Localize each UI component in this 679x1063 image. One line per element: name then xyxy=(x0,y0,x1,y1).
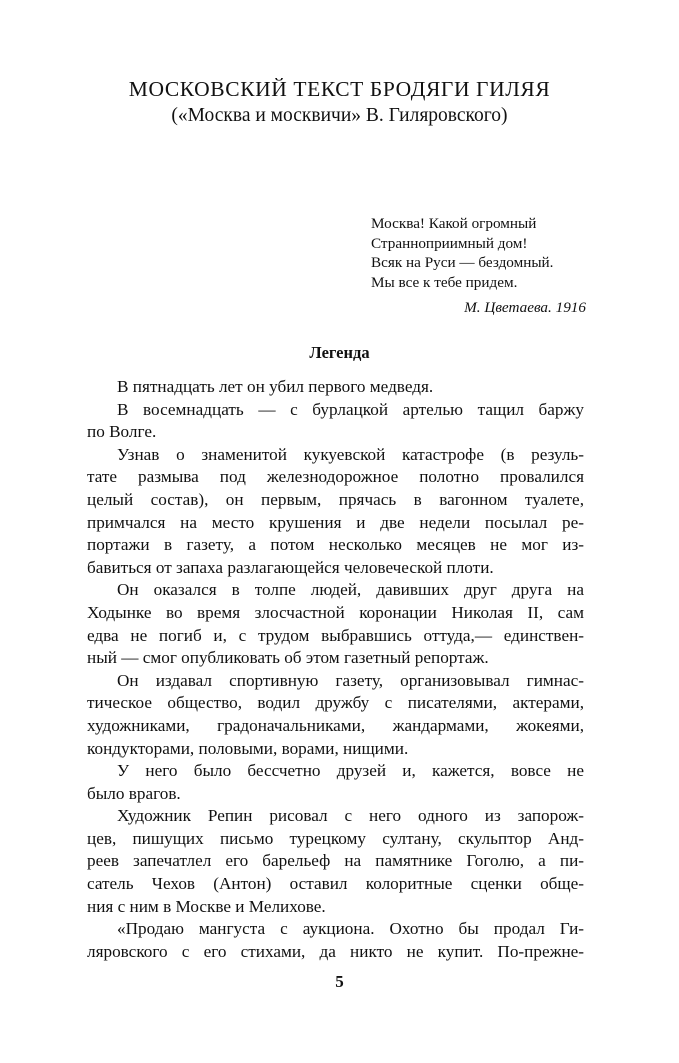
text-line: ния с ним в Москве и Мелихове. xyxy=(87,896,326,916)
text-line: Он оказался в толпе людей, давивших друг друга на xyxy=(117,580,584,600)
text-line: «Продаю мангуста с аукциона. Охотно бы продал Ги- xyxy=(117,919,584,939)
text-line: было врагов. xyxy=(87,783,181,803)
epigraph-attribution: М. Цветаева. 1916 xyxy=(464,299,586,317)
section-heading: Легенда xyxy=(309,343,370,362)
text-line: едва не погиб и, с трудом выбравшись оттуда,— единствен- xyxy=(87,625,584,645)
paragraph xyxy=(87,444,584,580)
text-line: Ходынке во время злосчастной коронации Николая II, сам xyxy=(87,602,584,622)
epigraph-line: Всяк на Руси — бездомный. xyxy=(371,254,554,272)
text-line: портажи в газету, а потом несколько месяцев не мог из- xyxy=(87,535,584,555)
text-line: целый состав), он первым, прячась в вагонном туалете, xyxy=(87,489,584,509)
page-number: 5 xyxy=(335,972,344,991)
epigraph xyxy=(371,214,586,318)
paragraph xyxy=(87,399,584,444)
epigraph-line: Мы все к тебе придем. xyxy=(371,273,518,291)
text-line: У него было бессчетно друзей и, кажется, вовсе не xyxy=(117,761,584,781)
text-line: В восемнадцать — с бурлацкой артелью тащил баржу xyxy=(117,399,584,419)
text-line: сатель Чехов (Антон) оставил колоритные сценки обще- xyxy=(87,874,584,894)
text-line: Узнав о знаменитой кукуевской катастрофе (в резуль- xyxy=(117,444,584,464)
text-line: по Волге. xyxy=(87,422,157,442)
paragraph xyxy=(87,918,584,963)
text-line: В пятнадцать лет он убил первого медведя. xyxy=(117,377,434,396)
epigraph-line: Москва! Какой огромный xyxy=(371,215,537,232)
paragraph xyxy=(87,760,584,805)
text-line: ный — смог опубликовать об этом газетный репортаж. xyxy=(87,648,489,668)
text-line: тате размыва под железнодорожное полотно провалился xyxy=(87,467,584,487)
paragraph xyxy=(87,805,584,918)
chapter-subtitle: («Москва и москвичи» В. Гиляровского) xyxy=(171,105,508,126)
epigraph-line: Странноприимный дом! xyxy=(371,234,528,252)
text-line: кондукторами, половыми, ворами, нищими. xyxy=(87,738,409,758)
chapter-title: МОСКОВСКИЙ ТЕКСТ БРОДЯГИ ГИЛЯЯ xyxy=(128,77,551,101)
paragraph xyxy=(87,670,584,760)
text-line: Он издавал спортивную газету, организовывал гимнас- xyxy=(117,670,584,690)
text-line: ляровского с его стихами, да никто не купит. По-прежне- xyxy=(87,941,584,961)
paragraph xyxy=(87,579,584,669)
body-text xyxy=(87,376,584,963)
text-line: примчался на место крушения и две недели посылал ре- xyxy=(87,512,584,532)
text-line: реев запечатлел его барельеф на памятнике Гоголю, а пи- xyxy=(87,851,584,871)
text-line: цев, пишущих письмо турецкому султану, скульптор Анд- xyxy=(87,828,584,848)
text-line: тическое общество, водил дружбу с писателями, актерами, xyxy=(87,693,584,713)
paragraph xyxy=(87,376,584,399)
text-line: бавиться от запаха разлагающейся человеческой плоти. xyxy=(87,557,494,577)
text-line: художниками, градоначальниками, жандармами, жокеями, xyxy=(87,715,584,735)
text-line: Художник Репин рисовал с него одного из запорож- xyxy=(117,806,584,826)
